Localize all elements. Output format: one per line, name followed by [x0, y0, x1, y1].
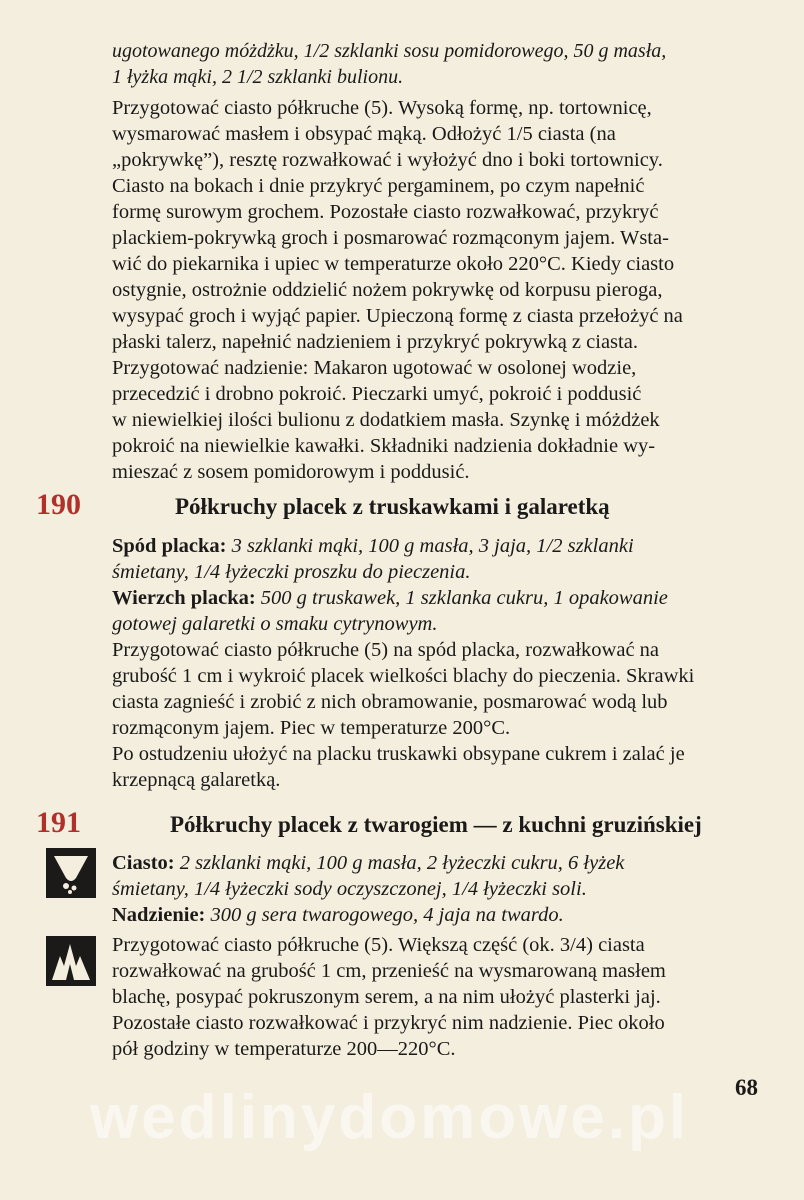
filling-label: Nadzienie:	[112, 904, 206, 926]
recipe-191-ingredients	[112, 850, 762, 928]
text-line: blachę, posypać pokruszonym serem, a na nim ułożyć plasterki jaj.	[112, 986, 661, 1008]
oven-icon	[46, 936, 96, 986]
intro-ingredient-line: 1 łyżka mąki, 2 1/2 szklanki bulionu.	[112, 66, 404, 88]
text-line: Przygotować ciasto półkruche (5) na spód placka, rozwałkować na	[112, 639, 660, 661]
top-ingredients: 500 g truskawek, 1 szklanka cukru, 1 opakowanie	[260, 587, 668, 609]
text-line: Przygotować ciasto półkruche (5). Wysoką formę, np. tortownicę,	[112, 97, 652, 119]
base-ingredients: śmietany, 1/4 łyżeczki proszku do pieczenia.	[112, 561, 471, 583]
recipe-191-title: Półkruchy placek z twarogiem — z kuchni gruzińskiej	[170, 812, 702, 837]
text-line: plackiem-pokrywką groch i posmarować rozmąconym jajem. Wsta-	[112, 227, 669, 249]
dough-label: Ciasto:	[112, 852, 175, 874]
intro-paragraph-1	[112, 95, 762, 355]
text-line: formę surowym grochem. Pozostałe ciasto rozwałkować, przykryć	[112, 201, 659, 223]
filling-ingredients: 300 g sera twarogowego, 4 jaja na twardo.	[210, 904, 564, 926]
dough-ingredients: 2 szklanki mąki, 100 g masła, 2 łyżeczki cukru, 6 łyżek	[179, 852, 625, 874]
recipe-191-method	[112, 932, 762, 1062]
page-number: 68	[735, 1075, 758, 1100]
text-line: ostygnie, ostrożnie oddzielić nożem pokrywkę od korpusu pieroga,	[112, 279, 663, 301]
flour-bowl-icon	[46, 848, 96, 898]
text-line: przecedzić i drobno pokroić. Pieczarki umyć, pokroić i poddusić	[112, 383, 642, 405]
text-line: Ciasto na bokach i dnie przykryć pergaminem, po czym napełnić	[112, 175, 645, 197]
watermark: wedlinydomowe.pl	[90, 1083, 690, 1152]
recipe-190-ingredients	[112, 533, 762, 637]
base-label: Spód placka:	[112, 535, 227, 557]
text-line: „pokrywkę”), resztę rozwałkować i wyłożyć dno i boki tortownicy.	[112, 149, 663, 171]
text-line: Po ostudzeniu ułożyć na placku truskawki obsypane cukrem i zalać je	[112, 743, 685, 765]
text-line: ciasta zagnieść i zrobić z nich obramowanie, posmarować wodą lub	[112, 691, 668, 713]
top-ingredients: gotowej galaretki o smaku cytrynowym.	[112, 613, 438, 635]
text-line: grubość 1 cm i wykroić placek wielkości blachy do pieczenia. Skrawki	[112, 665, 695, 687]
dough-ingredients: śmietany, 1/4 łyżeczki sody oczyszczonej, 1/4 łyżeczki soli.	[112, 878, 587, 900]
intro-ingredient-line: ugotowanego móżdżku, 1/2 szklanki sosu pomidorowego, 50 g masła,	[112, 40, 667, 62]
text-line: Pozostałe ciasto rozwałkować i przykryć nim nadzienie. Piec około	[112, 1012, 665, 1034]
recipe-190-method	[112, 637, 762, 793]
text-line: wić do piekarnika i upiec w temperaturze około 220°C. Kiedy ciasto	[112, 253, 675, 275]
text-line: rozmąconym jajem. Piec w temperaturze 200°C.	[112, 717, 511, 739]
top-label: Wierzch placka:	[112, 587, 256, 609]
base-ingredients: 3 szklanki mąki, 100 g masła, 3 jaja, 1/2 szklanki	[231, 535, 634, 557]
text-line: mieszać z sosem pomidorowym i poddusić.	[112, 461, 470, 483]
text-line: płaski talerz, napełnić nadzieniem i przykryć pokrywką z ciasta.	[112, 331, 638, 353]
recipe-190-number: 190	[36, 488, 81, 521]
intro-ingredients	[112, 38, 762, 90]
intro-paragraph-2	[112, 355, 762, 485]
text-line: pokroić na niewielkie kawałki. Składniki nadzienia dokładnie wy-	[112, 435, 656, 457]
text-line: rozwałkować na grubość 1 cm, przenieść na wysmarowaną masłem	[112, 960, 666, 982]
text-line: Przygotować nadzienie: Makaron ugotować w osolonej wodzie,	[112, 357, 637, 379]
recipe-191-number: 191	[36, 806, 81, 839]
text-line: wysypać groch i wyjąć papier. Upieczoną formę z ciasta przełożyć na	[112, 305, 683, 327]
recipe-190-title: Półkruchy placek z truskawkami i galaretką	[175, 494, 610, 519]
text-line: wysmarować masłem i obsypać mąką. Odłożyć 1/5 ciasta (na	[112, 123, 616, 145]
text-line: Przygotować ciasto półkruche (5). Większą część (ok. 3/4) ciasta	[112, 934, 645, 956]
text-line: pół godziny w temperaturze 200—220°C.	[112, 1038, 456, 1060]
text-line: w niewielkiej ilości bulionu z dodatkiem masła. Szynkę i móżdżek	[112, 409, 660, 431]
text-line: krzepnącą galaretką.	[112, 769, 281, 791]
